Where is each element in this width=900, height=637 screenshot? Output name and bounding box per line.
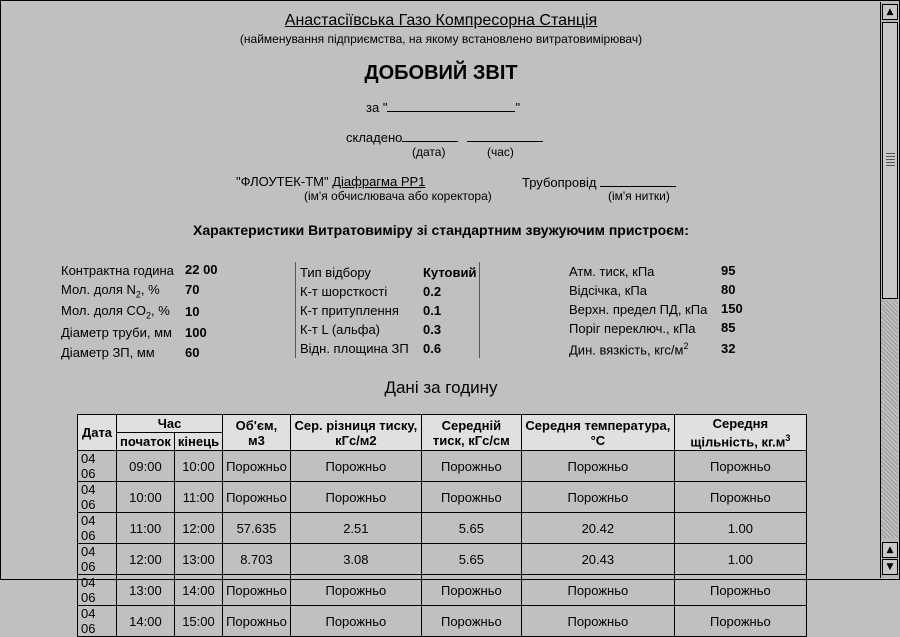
cell-diff: 2.51 — [290, 513, 421, 544]
cell-volume: Порожньо — [223, 482, 291, 513]
time-caption: (час) — [487, 145, 514, 159]
char-value: 60 — [185, 345, 200, 360]
cell-date: 04 06 — [78, 482, 117, 513]
header-date: Дата — [78, 415, 117, 451]
table-row — [78, 606, 807, 637]
cell-start: 10:00 — [117, 482, 175, 513]
table-row — [78, 451, 807, 482]
cell-start: 14:00 — [117, 606, 175, 637]
calculator-line — [236, 174, 425, 189]
table-row — [78, 513, 807, 544]
characteristics-title: Характеристики Витратовиміру зі стандартним звужуючим пристроєм: — [193, 222, 689, 238]
header-avg-temp: Середня температура, °С — [521, 415, 674, 451]
char-value: 10 — [185, 304, 200, 319]
char-value: 22 00 — [185, 262, 218, 277]
pipeline-blank — [600, 174, 676, 187]
char-label: Верхн. предел ПД, кПа — [569, 302, 708, 317]
arrow-down-icon: ▼ — [886, 562, 894, 572]
char-value: 0.6 — [423, 341, 442, 356]
char-value: 0.1 — [423, 303, 442, 318]
hourly-title: Дані за годину — [384, 378, 498, 397]
cell-temp: 20.43 — [521, 544, 674, 575]
char-value: 0.3 — [423, 322, 442, 337]
grip-line — [886, 153, 895, 154]
cell-temp: Порожньо — [521, 575, 674, 606]
arrow-up-icon: ▲ — [886, 545, 894, 555]
cell-end: 15:00 — [174, 606, 222, 637]
char-label: Тип відбору — [300, 265, 371, 280]
column-divider — [479, 262, 480, 358]
cell-pressure: 5.65 — [421, 544, 521, 575]
hourly-data-table — [77, 414, 807, 637]
cell-start: 09:00 — [117, 451, 175, 482]
header-volume: Об'єм, м3 — [223, 415, 291, 451]
cell-end: 11:00 — [174, 482, 222, 513]
char-label: Мол. доля $CO_2$, % — [61, 303, 170, 321]
cell-temp: Порожньо — [521, 606, 674, 637]
cell-temp: Порожньо — [521, 482, 674, 513]
cell-date: 04 06 — [78, 513, 117, 544]
vertical-scrollbar[interactable] — [880, 2, 898, 578]
char-label: Мол. доля $N_2$, % — [61, 282, 160, 300]
header-avg-density: Середня щільність, $кг.м^3$ — [674, 415, 806, 451]
cell-temp: 20.42 — [521, 513, 674, 544]
char-label: Відн. площина ЗП — [300, 341, 409, 356]
cell-volume: 8.703 — [223, 544, 291, 575]
cell-density: 1.00 — [674, 513, 806, 544]
char-label: Дин. вязкість, кгс/$м^2$ — [569, 341, 689, 358]
arrow-up-icon: ▲ — [886, 7, 894, 17]
header-diff-pressure: Сер. різниця тиску, кГс/м2 — [290, 415, 421, 451]
cell-pressure: Порожньо — [421, 451, 521, 482]
cell-start: 12:00 — [117, 544, 175, 575]
scroll-down-button[interactable] — [882, 542, 898, 558]
scroll-down-button[interactable] — [882, 559, 898, 575]
cell-diff: Порожньо — [290, 482, 421, 513]
composed-time-blank — [467, 129, 543, 142]
composed-date-blank — [402, 129, 458, 142]
cell-volume: Порожньо — [223, 451, 291, 482]
cell-start: 13:00 — [117, 575, 175, 606]
cell-temp: Порожньо — [521, 451, 674, 482]
cell-density: Порожньо — [674, 575, 806, 606]
organization-caption: (найменування підприємства, на якому встановлено витратовимірювач) — [239, 32, 643, 46]
pipeline-caption: (ім'я нитки) — [608, 189, 670, 203]
organization-name: Анастасіївська Газо Компресорна Станція — [284, 12, 598, 29]
header-end: кінець — [174, 433, 222, 451]
column-divider — [295, 262, 296, 358]
grip-line — [886, 165, 895, 166]
char-label: Поріг переключ., кПа — [569, 321, 696, 336]
char-label: Діаметр труби, мм — [61, 325, 172, 340]
header-avg-pressure: Середній тиск, кГс/см — [421, 415, 521, 451]
cell-end: 14:00 — [174, 575, 222, 606]
cell-density: Порожньо — [674, 482, 806, 513]
for-label: за — [366, 100, 380, 115]
char-value: Кутовий — [423, 265, 477, 280]
grip-line — [886, 162, 895, 163]
cell-pressure: 5.65 — [421, 513, 521, 544]
table-row — [78, 544, 807, 575]
grip-line — [886, 159, 895, 160]
cell-end: 10:00 — [174, 451, 222, 482]
calculator-caption: (ім'я обчислювача або коректора) — [304, 189, 492, 203]
cell-start: 11:00 — [117, 513, 175, 544]
cell-volume: Порожньо — [223, 575, 291, 606]
calculator-model: Діафрагма PP1 — [332, 174, 426, 189]
char-label: Відсічка, кПа — [569, 283, 647, 298]
cell-date: 04 06 — [78, 606, 117, 637]
scroll-track[interactable] — [881, 300, 898, 538]
cell-diff: Порожньо — [290, 575, 421, 606]
cell-density: Порожньо — [674, 451, 806, 482]
char-label: К-т шорсткості — [300, 284, 388, 299]
cell-density: Порожньо — [674, 606, 806, 637]
char-label: Контрактна година — [61, 263, 174, 278]
char-label: Атм. тиск, кПа — [569, 264, 655, 279]
char-value: 85 — [721, 320, 736, 335]
composed-label: складено — [346, 130, 403, 145]
cell-volume: 57.635 — [223, 513, 291, 544]
char-value: 95 — [721, 263, 736, 278]
cell-pressure: Порожньо — [421, 606, 521, 637]
header-hour: Час — [117, 415, 223, 433]
composed-line — [346, 129, 543, 145]
char-value: 0.2 — [423, 284, 442, 299]
date-caption: (дата) — [412, 145, 446, 159]
pipeline-label: Трубопровід — [522, 175, 597, 190]
cell-density: 1.00 — [674, 544, 806, 575]
char-label: К-т притуплення — [300, 303, 399, 318]
char-value: 80 — [721, 282, 736, 297]
cell-end: 12:00 — [174, 513, 222, 544]
cell-diff: Порожньо — [290, 451, 421, 482]
report-content — [2, 2, 880, 637]
table-row — [78, 575, 807, 606]
char-value: 32 — [721, 341, 736, 356]
cell-date: 04 06 — [78, 544, 117, 575]
table-row — [78, 482, 807, 513]
cell-diff: 3.08 — [290, 544, 421, 575]
cell-volume: Порожньо — [223, 606, 291, 637]
report-title: ДОБОВИЙ ЗВІТ — [364, 62, 518, 84]
char-value: 70 — [185, 282, 200, 297]
header-start: початок — [117, 433, 175, 451]
char-value: 150 — [721, 301, 743, 316]
cell-pressure: Порожньо — [421, 482, 521, 513]
scroll-thumb[interactable] — [882, 22, 898, 299]
for-date-blank — [387, 99, 515, 112]
cell-date: 04 06 — [78, 451, 117, 482]
cell-end: 13:00 — [174, 544, 222, 575]
grip-line — [886, 156, 895, 157]
char-label: Діаметр ЗП, мм — [61, 345, 155, 360]
for-line: за " " — [366, 100, 521, 115]
cell-date: 04 06 — [78, 575, 117, 606]
calculator-name: "ФЛОУТЕК-ТМ" — [236, 174, 329, 189]
char-value: 100 — [185, 325, 207, 340]
char-label: К-т L (альфа) — [300, 322, 380, 337]
pipeline-line — [522, 174, 676, 190]
cell-diff: Порожньо — [290, 606, 421, 637]
cell-pressure: Порожньо — [421, 575, 521, 606]
scroll-up-button[interactable] — [882, 4, 898, 20]
